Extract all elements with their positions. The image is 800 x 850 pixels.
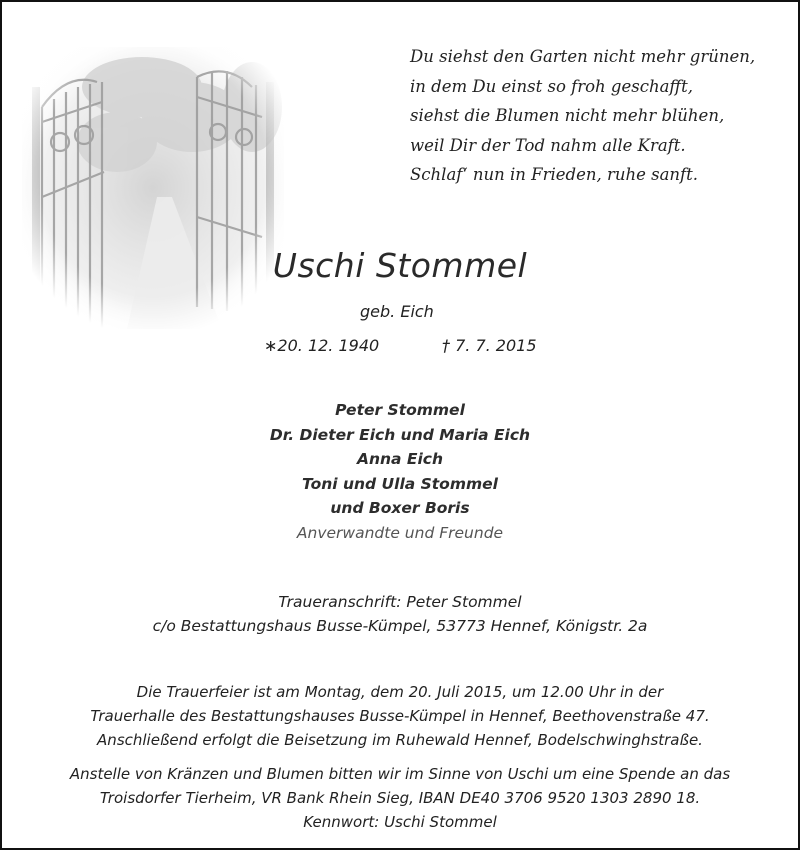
service-line: Trauerhalle des Bestattungshauses Busse-Kümpel in Hennef, Beethovenstraße 47. xyxy=(90,707,710,725)
address-line: c/o Bestattungshaus Busse-Kümpel, 53773 Hennef, Königstr. 2a xyxy=(152,617,648,635)
service-line: Anschließend erfolgt die Beisetzung im Ruhewald Hennef, Bodelschwinghstraße. xyxy=(97,731,703,749)
poem-line: weil Dir der Tod nahm alle Kraft. xyxy=(410,135,686,155)
donation-line: Troisdorfer Tierheim, VR Bank Rhein Sieg, IBAN DE40 3706 9520 1303 2890 18. xyxy=(99,789,701,807)
mourning-address xyxy=(2,590,798,638)
donation-request xyxy=(2,762,798,834)
death-date: † 7. 7. 2015 xyxy=(442,336,537,355)
mourner-name: Peter Stommel xyxy=(335,401,465,419)
poem-line: in dem Du einst so froh geschafft, xyxy=(410,76,693,96)
poem-line: Schlaf‘ nun in Frieden, ruhe sanft. xyxy=(410,165,699,184)
deceased-name: Uschi Stommel xyxy=(272,246,528,285)
birth-date: ∗20. 12. 1940 xyxy=(264,336,380,355)
donation-line: Anstelle von Kränzen und Blumen bitten wir im Sinne von Uschi um eine Spende an das xyxy=(69,765,731,783)
service-line: Die Trauerfeier ist am Montag, dem 20. Juli 2015, um 12.00 Uhr in der xyxy=(136,683,664,701)
poem xyxy=(410,42,755,190)
relatives-and-friends: Anverwandte und Freunde xyxy=(296,523,504,542)
mourners-list xyxy=(2,398,798,545)
poem-line: siehst die Blumen nicht mehr blühen, xyxy=(410,106,725,125)
poem-line: Du siehst den Garten nicht mehr grünen, xyxy=(410,47,756,66)
mourner-name: Anna Eich xyxy=(356,450,444,468)
mourner-name: Toni und Ulla Stommel xyxy=(302,474,498,493)
mourner-name: und Boxer Boris xyxy=(330,499,470,517)
address-line: Traueranschrift: Peter Stommel xyxy=(278,593,522,611)
donation-line: Kennwort: Uschi Stommel xyxy=(303,813,497,831)
mourner-name: Dr. Dieter Eich und Maria Eich xyxy=(269,425,531,444)
birth-name: geb. Eich xyxy=(360,302,434,321)
garden-gate-image xyxy=(22,47,284,329)
funeral-service-info xyxy=(2,680,798,752)
